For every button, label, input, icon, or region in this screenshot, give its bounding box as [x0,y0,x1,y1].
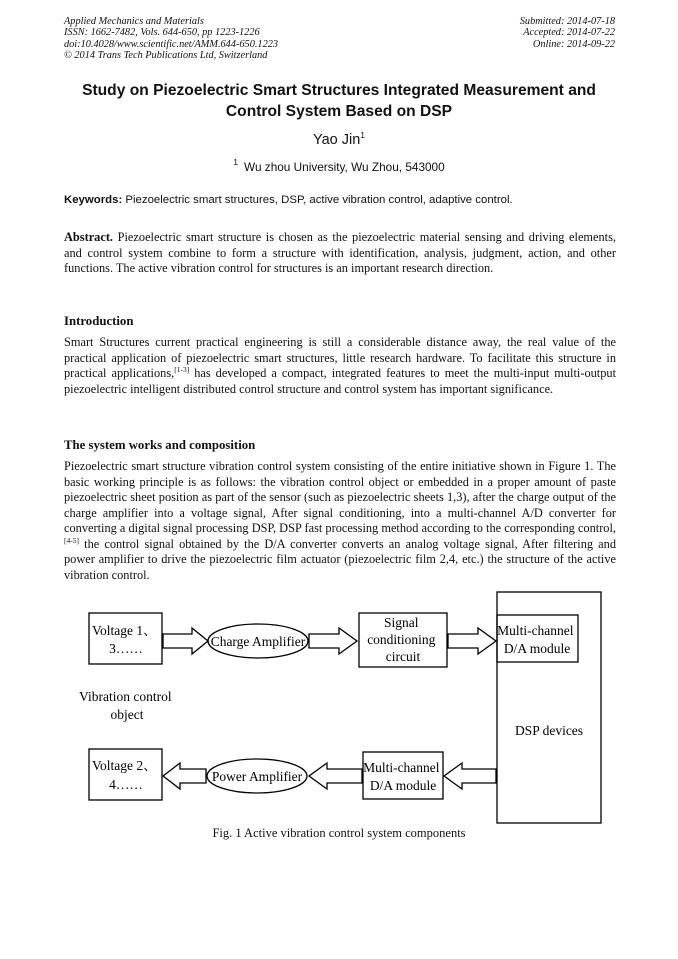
keywords [64,193,616,208]
introduction-paragraph [64,335,616,397]
journal-issn: ISSN: 1662-7482, Vols. 644-650, pp 1223-1226 [64,27,260,39]
submitted-date: Submitted: 2014-07-18 [519,16,615,27]
voltage2-box [89,749,162,800]
introduction-heading: Introduction [64,314,134,328]
charge-amplifier-label: Charge Amplifier [210,634,306,649]
system-heading: The system works and composition [64,438,256,452]
power-amplifier-label: Power Amplifier [211,769,303,784]
intro-text-a: Smart Structures current practical engineering is still a considerable distance away, the real value of the practical application of piezoelectric smart structures, little research hardware. To facilitate this structure in practical applications, [64,335,616,380]
author [0,130,678,148]
voltage1-box [89,613,162,664]
arrow-signal-to-multichannel [448,628,496,654]
intro-text-b: has developed a compact, integrated features to meet the multi-input multi-output piezoelectric intelligent distributed control structure and control system has important significance. [64,366,617,396]
affiliation-text: Wu zhou University, Wu Zhou, 543000 [244,160,445,174]
arrow-charge-to-signal [309,628,357,654]
affiliation [0,157,678,174]
figure-1 [0,585,678,845]
accepted-date: Accepted: 2014-07-22 [523,27,615,39]
dsp-label: DSP devices [514,723,584,738]
arrow-multichannel-to-power [309,763,362,789]
arrow-dsp-to-multichannel [444,763,496,789]
abstract-text: Piezoelectric smart structure is chosen as the piezoelectric material sensing and driving elements, and control system combine to form a structure with identification, analysis, judgment, action, and other functions. The active vibration control for structures is an important research direction. [64,230,617,275]
arrow-voltage1-to-charge [163,628,208,654]
voltage1-label: Voltage 1、 3…… [92,623,157,656]
voltage2-label: Voltage 2、 4…… [92,758,157,792]
signal-conditioning-label: Signal conditioning circuit [367,615,436,664]
block-diagram [0,585,678,845]
system-text-b: the control signal obtained by the D/A converter converts an analog voltage signal, After filtering and power amplifier to drive the piezoelectric film actuator (piezoelectric film 2,4, etc.) the structure of the active vibration control. [64,536,616,582]
system-paragraph [64,459,616,583]
online-date: Online: 2014-09-22 [532,38,615,50]
figure-caption: Fig. 1 Active vibration control system components [212,826,466,840]
title-line-2: Control System Based on DSP [225,103,453,120]
journal-header [64,16,278,61]
abstract [64,230,616,277]
journal-name: Applied Mechanics and Materials [64,16,204,27]
journal-doi: doi:10.4028/www.scientific.net/AMM.644-650.1223 [64,38,279,50]
author-affil-mark: 1 [360,130,366,140]
author-name: Yao Jin [312,132,361,148]
affiliation-mark: 1 [233,157,239,167]
multichannel-top-label: Multi-channel D/A module [497,623,574,656]
system-text-a: Piezoelectric smart structure vibration control system consisting of the entire initiative shown in Figure 1. The basic working principle is as follows: the vibration control object or embedded in a proper amount of paste piezoelectric sheet position as part of the sensor (such as piezoelectric sheets 1,3), after the charge output of the charge amplifier into a voltage signal, After signal conditioning, into a multi-channel A/D converter for converting a digital signal processing DSP, DSP fast processing method according to the corresponding control, [64,459,616,535]
system-citation: [4-5] [64,535,79,545]
journal-copyright: © 2014 Trans Tech Publications Ltd, Switzerland [64,49,268,61]
arrow-power-to-voltage2 [163,763,206,789]
multichannel-bottom-label: Multi-channel D/A module [363,760,440,793]
title-line-1: Study on Piezoelectric Smart Structures Integrated Measurement and [82,82,596,99]
paper-title [40,80,638,122]
abstract-label: Abstract. [64,230,114,244]
vibration-object-label: Vibration control object [79,689,172,722]
intro-citation: [1-3] [174,365,190,374]
keywords-label: Keywords: [64,194,123,206]
keywords-text: Piezoelectric smart structures, DSP, active vibration control, adaptive control. [125,194,513,206]
submission-dates [520,16,615,50]
